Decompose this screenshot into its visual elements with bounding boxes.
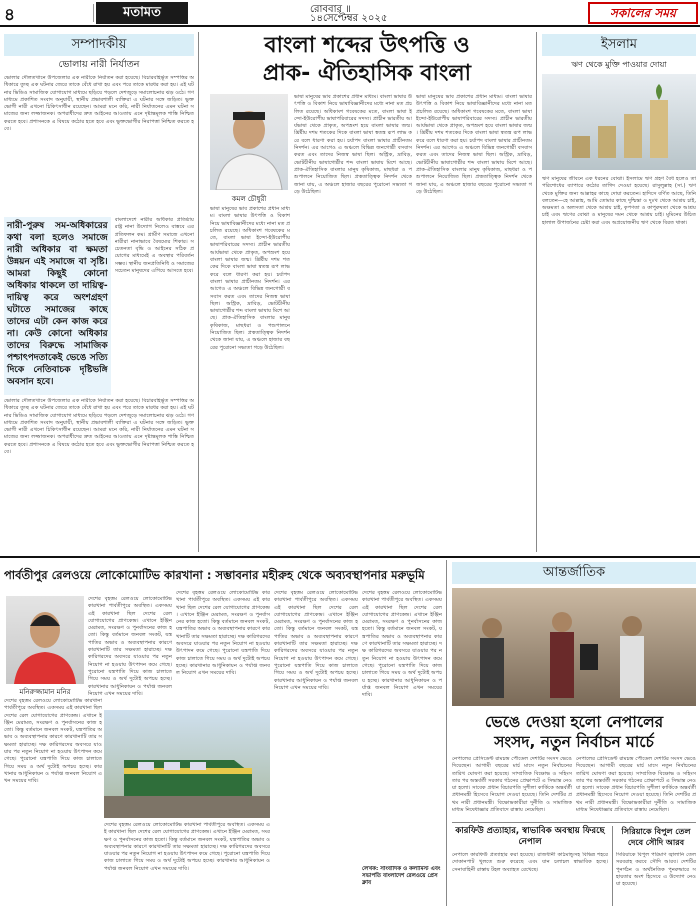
feature-col-1: ভাষা মানুষের ভাব প্রকাশের প্রধান মাধ্যম। বাংলা ভাষার উৎপত্তি ও বিকাশ নিয়ে ভাষাবিজ্ঞানীদের মধ্যে নানা মত প্রচলিত রয়েছে। অধিকাংশ গবেষকের মতে, বাংলা ভাষা ইন্দো-ইউরোপীয় ভাষাপরিবারের সদস্য। প্রাচীন ভারতীয় আর্যভাষা থেকে প্রাকৃত, অপভ্রংশ হয়ে বাংলা ভাষার জন্ম। খ্রিষ্টীয় দশম শতকের দিকে বাংলা ভাষা স্বতন্ত্র রূপ লাভ করে বলে ধারণা করা হয়। চর্যাপদ বাংলা ভাষার প্রাচীনতম নিদর্শন। এর আগেও এ অঞ্চলে বিভিন্ন জনগোষ্ঠী বসবাস করত এবং তাদের নিজস্ব ভাষা ছিল। অস্ট্রিক, দ্রাবিড়, ভোটচীনীয় ভাষাগোষ্ঠীর শব্দ বাংলা ভাষায় মিশে আছে। প্রাক-ঐতিহাসিক বাংলার মানুষ কৃষিকাজ, মাছধরা ও পশুপালনে নিয়োজিত ছিল। প্রত্নতাত্ত্বিক নিদর্শন থেকে জানা যায়, এ অঞ্চলে হাজার বছরের পুরোনো সভ্যতা গড়ে উঠেছিল। <box>294 94 412 195</box>
nepal-body-1: নেপালের প্রেসিডেন্ট রামচন্দ্র পৌডেল দেশটির সংসদ ভেঙে দিয়েছেন। আগামী বছরের মার্চ মাসে নতুন নির্বাচনের তারিখ ঘোষণা করা হয়েছে। সাম্প্রতিক বিক্ষোভ ও সহিংসতার পর অন্তর্বর্তী সরকার গঠনের প্রেক্ষাপটে এ সিদ্ধান্ত নেওয়া হলো। সাবেক প্রধান বিচারপতি সুশীলা কার্কিকে অন্তর্বর্তী প্রধানমন্ত্রী হিসেবে নিয়োগ দেওয়া হয়েছে। তিনি দেশটির প্রথম নারী প্রধানমন্ত্রী। বিক্ষোভকারীরা দুর্নীতি ও সামাজিক মাধ্যম নিষেধাজ্ঞার প্রতিবাদে রাস্তায় নেমেছিল। <box>452 756 572 814</box>
train-icon <box>104 710 270 818</box>
editorial-side-text: বাংলাদেশে নারীর অধিকার প্রতিষ্ঠায় রাষ্ট্র নানা উদ্যোগ নিলেও বাস্তবে এর প্রতিফলন কম। গ্রামীণ সমাজে এখনো নারীরা নানাভাবে বৈষম্যের শিকার। সচেতনতা বৃদ্ধি ও আইনের সঠিক প্রয়োগের মাধ্যমেই এ অবস্থার পরিবর্তন সম্ভব। স্থানীয় জনপ্রতিনিধি ও সমাজের সচেতন মানুষদের এগিয়ে আসতে হবে। <box>114 217 194 275</box>
islam-subtitle: ঋণ থেকে মুক্তি পাওয়ার দোয়া <box>571 60 667 69</box>
date: ১৪সেপ্টেম্বর ২০২৫ <box>310 13 388 24</box>
feature-col-0: ভাষা মানুষের ভাব প্রকাশের প্রধান মাধ্যম। বাংলা ভাষার উৎপত্তি ও বিকাশ নিয়ে ভাষাবিজ্ঞানীদের মধ্যে নানা মত প্রচলিত রয়েছে। অধিকাংশ গবেষকের মতে, বাংলা ভাষা ইন্দো-ইউরোপীয় ভাষাপরিবারের সদস্য। প্রাচীন ভারতীয় আর্যভাষা থেকে প্রাকৃত, অপভ্রংশ হয়ে বাংলা ভাষার জন্ম। খ্রিষ্টীয় দশম শতকের দিকে বাংলা ভাষা স্বতন্ত্র রূপ লাভ করে বলে ধারণা করা হয়। চর্যাপদ বাংলা ভাষার প্রাচীনতম নিদর্শন। এর আগেও এ অঞ্চলে বিভিন্ন জনগোষ্ঠী বসবাস করত এবং তাদের নিজস্ব ভাষা ছিল। অস্ট্রিক, দ্রাবিড়, ভোটচীনীয় ভাষাগোষ্ঠীর শব্দ বাংলা ভাষায় মিশে আছে। প্রাক-ঐতিহাসিক বাংলার মানুষ কৃষিকাজ, মাছধরা ও পশুপালনে নিয়োজিত ছিল। প্রত্নতাত্ত্বিক নিদর্শন থেকে জানা যায়, এ অঞ্চলে হাজার বছরের পুরোনো সভ্যতা গড়ে উঠেছিল। <box>210 206 290 351</box>
section-label: মতামত <box>96 2 188 24</box>
nepal-headline-line2: সংসদ, নতুন নির্বাচন মার্চে <box>494 733 654 751</box>
railway-col-intro: দেশের বৃহত্তম রেলওয়ে লোকোমোটিভ কারখানা পার্বতীপুরে অবস্থিত। একসময় এই কারখানা ছিল দেশের রেল যোগাযোগের প্রাণকেন্দ্র। এখানে ইঞ্জিন মেরামত, সংরক্ষণ ও পুনর্বাসনের কাজ হতো। কিন্তু বর্তমানে জনবল সংকট, যন্ত্রপাতির অভাব ও অব্যবস্থাপনার কারণে কারখানাটি তার সক্ষমতা হারাচ্ছে। দক্ষ কারিগরদের অবসরে যাওয়ার পর নতুন নিয়োগ না হওয়ায় উৎপাদন কমে গেছে। পুরোনো যন্ত্রপাতি দিয়ে কাজ চালাতে গিয়ে সময় ও অর্থ দুটোই অপচয় হচ্ছে। কারখানার আধুনিকায়ন ও পর্যাপ্ত জনবল নিয়োগ এখন সময়ের দাবি। <box>88 596 172 697</box>
editorial-pullquote: নারী-পুরুষ সম-অধিকারের কথা বলা হলেও সমাজে নারী অধিকার বা ক্ষমতা উন্নয়ন এই সমাজে বা সৃষ্টি। আমরা কিছুই কোনো অধিকার থাকলে তা দায়িত্ব-দায়িত্ব করে অংশগ্রহণ ঘটাতে সমাজের কাছে তাদের এটা কেন কাজ করে না। কেউ কোনো অধিকার তাদের বিরুদ্ধে সামাজিক পশ্চাৎপদতাকেই ভেঙে সত্যি দিকে নেতিবাচক দৃষ্টিভঙ্গি অবসান হবে। <box>4 217 111 395</box>
divider <box>612 826 613 906</box>
editorial-title: সম্পাদকীয় <box>4 34 194 56</box>
person-icon <box>6 596 84 684</box>
feature-headline-line1: বাংলা শব্দের উৎপত্তি ও <box>264 33 470 58</box>
islam-section <box>542 34 696 72</box>
divider <box>24 4 94 22</box>
date-box <box>310 5 387 23</box>
feature-section <box>204 32 530 88</box>
page-number: ৪ <box>4 5 16 25</box>
feature-headline-line2: প্রাক- ঐতিহাসিক বাংলা <box>262 61 472 86</box>
coins-image <box>542 74 696 170</box>
editorial-body: ভোলার দৌলতখানে উপজেলার এক নারীকে নির্যাতন করা হয়েছে। বিচারবহির্ভূত সম্পত্তির অধিকারে তুচ্ছ এক ঘটনার জেরে তাকে বেঁধে রাখা হয় এবং পরে তাকে মারধর করা হয়। এই ঘটনার ভিডিও সামাজিক যোগাযোগ মাধ্যমে ছড়িয়ে পড়লে দেশজুড়ে সমালোচনার ঝড় ওঠে। গণমাধ্যমে প্রকাশিত সংবাদ অনুযায়ী, স্থানীয় প্রভাবশালী ব্যক্তিরা এ ঘটনার সঙ্গে জড়িত। ভুক্তভোগী নারী এখনো চিকিৎসাধীন রয়েছেন। আমরা মনে করি, নারী নির্যাতনের এমন ঘটনা সমাজের জন্য লজ্জাজনক। অপরাধীদের দ্রুত আইনের আওতায় এনে দৃষ্টান্তমূলক শাস্তি নিশ্চিত করতে হবে। প্রশাসনকে এ বিষয়ে কঠোর হতে হবে এবং ভুক্তভোগীর নিরাপত্তা নিশ্চিত করতে হবে। <box>4 75 194 133</box>
saudi-body: সিরিয়াকে বিপুল পরিমাণ জ্বালানি তেল সরবরাহ করবে সৌদি আরব। দেশটির পুনর্গঠন ও অর্থনৈতিক পুনরুদ্ধারে সহায়তার অংশ হিসেবে এ উদ্যোগ নেওয়া হয়েছে। <box>616 852 696 888</box>
editorial-body-2: ভোলার দৌলতখানে উপজেলার এক নারীকে নির্যাতন করা হয়েছে। বিচারবহির্ভূত সম্পত্তির অধিকারে তুচ্ছ এক ঘটনার জেরে তাকে বেঁধে রাখা হয় এবং পরে তাকে মারধর করা হয়। এই ঘটনার ভিডিও সামাজিক যোগাযোগ মাধ্যমে ছড়িয়ে পড়লে দেশজুড়ে সমালোচনার ঝড় ওঠে। গণমাধ্যমে প্রকাশিত সংবাদ অনুযায়ী, স্থানীয় প্রভাবশালী ব্যক্তিরা এ ঘটনার সঙ্গে জড়িত। ভুক্তভোগী নারী এখনো চিকিৎসাধীন রয়েছেন। আমরা মনে করি, নারী নির্যাতনের এমন ঘটনা সমাজের জন্য লজ্জাজনক। অপরাধীদের দ্রুত আইনের আওতায় এনে দৃষ্টান্তমূলক শাস্তি নিশ্চিত করতে হবে। প্রশাসনকে এ বিষয়ে কঠোর হতে হবে এবং ভুক্তভোগীর নিরাপত্তা নিশ্চিত করতে হবে। <box>4 398 194 456</box>
islam-title: ইসলাম <box>542 34 696 56</box>
day: রোববার ॥ <box>310 4 351 15</box>
railway-col-0: দেশের বৃহত্তম রেলওয়ে লোকোমোটিভ কারখানা পার্বতীপুরে অবস্থিত। একসময় এই কারখানা ছিল দেশের রেল যোগাযোগের প্রাণকেন্দ্র। এখানে ইঞ্জিন মেরামত, সংরক্ষণ ও পুনর্বাসনের কাজ হতো। কিন্তু বর্তমানে জনবল সংকট, যন্ত্রপাতির অভাব ও অব্যবস্থাপনার কারণে কারখানাটি তার সক্ষমতা হারাচ্ছে। দক্ষ কারিগরদের অবসরে যাওয়ার পর নতুন নিয়োগ না হওয়ায় উৎপাদন কমে গেছে। পুরোনো যন্ত্রপাতি দিয়ে কাজ চালাতে গিয়ে সময় ও অর্থ দুটোই অপচয় হচ্ছে। কারখানার আধুনিকায়ন ও পর্যাপ্ত জনবল নিয়োগ এখন সময়ের দাবি। <box>4 698 102 785</box>
feature-col-2: ভাষা মানুষের ভাব প্রকাশের প্রধান মাধ্যম। বাংলা ভাষার উৎপত্তি ও বিকাশ নিয়ে ভাষাবিজ্ঞানীদের মধ্যে নানা মত প্রচলিত রয়েছে। অধিকাংশ গবেষকের মতে, বাংলা ভাষা ইন্দো-ইউরোপীয় ভাষাপরিবারের সদস্য। প্রাচীন ভারতীয় আর্যভাষা থেকে প্রাকৃত, অপভ্রংশ হয়ে বাংলা ভাষার জন্ম। খ্রিষ্টীয় দশম শতকের দিকে বাংলা ভাষা স্বতন্ত্র রূপ লাভ করে বলে ধারণা করা হয়। চর্যাপদ বাংলা ভাষার প্রাচীনতম নিদর্শন। এর আগেও এ অঞ্চলে বিভিন্ন জনগোষ্ঠী বসবাস করত এবং তাদের নিজস্ব ভাষা ছিল। অস্ট্রিক, দ্রাবিড়, ভোটচীনীয় ভাষাগোষ্ঠীর শব্দ বাংলা ভাষায় মিশে আছে। প্রাক-ঐতিহাসিক বাংলার মানুষ কৃষিকাজ, মাছধরা ও পশুপালনে নিয়োজিত ছিল। প্রত্নতাত্ত্বিক নিদর্শন থেকে জানা যায়, এ অঞ্চলে হাজার বছরের পুরোনো সভ্যতা গড়ে উঠেছিল। <box>416 94 532 195</box>
person-icon <box>210 94 288 190</box>
railway-footnote: লেখক: সাংবাদিক ও কলামিস্ট এবং সভাপতি বাংলাদেশ রেলওয়ে প্রেস ক্লাব <box>362 866 441 886</box>
islam-body: ঋণ মানুষের জীবনে এক ধরনের বোঝা। ইসলামে ঋণ গ্রহণ বৈধ হলেও তা পরিশোধের ব্যাপারে কঠোর তাগিদ দেওয়া হয়েছে। রাসুলুল্লাহ (সা.) ঋণ থেকে মুক্তির জন্য আল্লাহর কাছে দোয়া করতেন। হাদিসে বর্ণিত আছে, তিনি বলতেন—হে আল্লাহ, আমি তোমার কাছে দুশ্চিন্তা ও দুঃখ থেকে আশ্রয় চাই, অক্ষমতা ও অলসতা থেকে আশ্রয় চাই, কৃপণতা ও কাপুরুষতা থেকে আশ্রয় চাই এবং ঋণের বোঝা ও মানুষের দমন থেকে আশ্রয় চাই। মুমিনের উচিত হালাল উপার্জনের চেষ্টা করা এবং অপ্রয়োজনীয় ঋণ থেকে বিরত থাকা। <box>542 176 696 226</box>
editorial-headline: ভোলায় নারী নির্যাতন <box>58 59 140 70</box>
nepal-headline <box>452 712 696 752</box>
train-image <box>104 710 270 818</box>
railway-col-1: দেশের বৃহত্তম রেলওয়ে লোকোমোটিভ কারখানা পার্বতীপুরে অবস্থিত। একসময় এই কারখানা ছিল দেশের রেল যোগাযোগের প্রাণকেন্দ্র। এখানে ইঞ্জিন মেরামত, সংরক্ষণ ও পুনর্বাসনের কাজ হতো। কিন্তু বর্তমানে জনবল সংকট, যন্ত্রপাতির অভাব ও অব্যবস্থাপনার কারণে কারখানাটি তার সক্ষমতা হারাচ্ছে। দক্ষ কারিগরদের অবসরে যাওয়ার পর নতুন নিয়োগ না হওয়ায় উৎপাদন কমে গেছে। পুরোনো যন্ত্রপাতি দিয়ে কাজ চালাতে গিয়ে সময় ও অর্থ দুটোই অপচয় হচ্ছে। কারখানার আধুনিকায়ন ও পর্যাপ্ত জনবল নিয়োগ এখন সময়ের দাবি। <box>176 590 270 677</box>
author-photo <box>210 94 288 190</box>
author-name: কমল চৌধুরী <box>231 195 267 203</box>
coins-icon <box>542 74 696 170</box>
divider <box>198 32 199 552</box>
newspaper-logo: সকালের সময় <box>588 2 698 24</box>
editorial-section <box>4 34 194 554</box>
divider <box>536 32 537 552</box>
railway-headline: পার্বতীপুর রেলওয়ে লোকোমোটিভ কারখানা : সম্ভাবনার মহীরুহ থেকে অব্যবস্থাপনার মরুভূমি <box>4 568 425 582</box>
nepal-photo <box>452 588 696 706</box>
international-title: আন্তর্জাতিক <box>452 562 696 584</box>
nepal-headline-line1: ভেঙে দেওয়া হলো নেপালের <box>484 713 664 731</box>
railway-author-name: মনিরুজ্জামান মনির <box>19 688 71 696</box>
crowd-icon <box>452 588 696 706</box>
railway-col-4: দেশের বৃহত্তম রেলওয়ে লোকোমোটিভ কারখানা পার্বতীপুরে অবস্থিত। একসময় এই কারখানা ছিল দেশের রেল যোগাযোগের প্রাণকেন্দ্র। এখানে ইঞ্জিন মেরামত, সংরক্ষণ ও পুনর্বাসনের কাজ হতো। কিন্তু বর্তমানে জনবল সংকট, যন্ত্রপাতির অভাব ও অব্যবস্থাপনার কারণে কারখানাটি তার সক্ষমতা হারাচ্ছে। দক্ষ কারিগরদের অবসরে যাওয়ার পর নতুন নিয়োগ না হওয়ায় উৎপাদন কমে গেছে। পুরোনো যন্ত্রপাতি দিয়ে কাজ চালাতে গিয়ে সময় ও অর্থ দুটোই অপচয় হচ্ছে। কারখানার আধুনিকায়ন ও পর্যাপ্ত জনবল নিয়োগ এখন সময়ের দাবি। <box>362 590 442 699</box>
divider <box>452 822 696 823</box>
railway-col-2: দেশের বৃহত্তম রেলওয়ে লোকোমোটিভ কারখানা পার্বতীপুরে অবস্থিত। একসময় এই কারখানা ছিল দেশের রেল যোগাযোগের প্রাণকেন্দ্র। এখানে ইঞ্জিন মেরামত, সংরক্ষণ ও পুনর্বাসনের কাজ হতো। কিন্তু বর্তমানে জনবল সংকট, যন্ত্রপাতির অভাব ও অব্যবস্থাপনার কারণে কারখানাটি তার সক্ষমতা হারাচ্ছে। দক্ষ কারিগরদের অবসরে যাওয়ার পর নতুন নিয়োগ না হওয়ায় উৎপাদন কমে গেছে। পুরোনো যন্ত্রপাতি দিয়ে কাজ চালাতে গিয়ে সময় ও অর্থ দুটোই অপচয় হচ্ছে। কারখানার আধুনিকায়ন ও পর্যাপ্ত জনবল নিয়োগ এখন সময়ের দাবি। <box>104 822 270 872</box>
saudi-headline: সিরিয়াকে বিপুল তেল দেবে সৌদি আরব <box>621 827 691 847</box>
curfew-headline: কারফিউ প্রত্যাহার, স্বাভাবিক অবস্থায় ফিরছে নেপাল <box>455 826 605 847</box>
railway-author-photo <box>6 596 84 684</box>
nepal-body-2: নেপালের প্রেসিডেন্ট রামচন্দ্র পৌডেল দেশটির সংসদ ভেঙে দিয়েছেন। আগামী বছরের মার্চ মাসে নতুন নির্বাচনের তারিখ ঘোষণা করা হয়েছে। সাম্প্রতিক বিক্ষোভ ও সহিংসতার পর অন্তর্বর্তী সরকার গঠনের প্রেক্ষাপটে এ সিদ্ধান্ত নেওয়া হলো। সাবেক প্রধান বিচারপতি সুশীলা কার্কিকে অন্তর্বর্তী প্রধানমন্ত্রী হিসেবে নিয়োগ দেওয়া হয়েছে। তিনি দেশটির প্রথম নারী প্রধানমন্ত্রী। বিক্ষোভকারীরা দুর্নীতি ও সামাজিক মাধ্যম নিষেধাজ্ঞার প্রতিবাদে রাস্তায় নেমেছিল। <box>576 756 696 814</box>
divider <box>446 560 447 906</box>
divider <box>0 556 700 558</box>
railway-col-3: দেশের বৃহত্তম রেলওয়ে লোকোমোটিভ কারখানা পার্বতীপুরে অবস্থিত। একসময় এই কারখানা ছিল দেশের রেল যোগাযোগের প্রাণকেন্দ্র। এখানে ইঞ্জিন মেরামত, সংরক্ষণ ও পুনর্বাসনের কাজ হতো। কিন্তু বর্তমানে জনবল সংকট, যন্ত্রপাতির অভাব ও অব্যবস্থাপনার কারণে কারখানাটি তার সক্ষমতা হারাচ্ছে। দক্ষ কারিগরদের অবসরে যাওয়ার পর নতুন নিয়োগ না হওয়ায় উৎপাদন কমে গেছে। পুরোনো যন্ত্রপাতি দিয়ে কাজ চালাতে গিয়ে সময় ও অর্থ দুটোই অপচয় হচ্ছে। কারখানার আধুনিকায়ন ও পর্যাপ্ত জনবল নিয়োগ এখন সময়ের দাবি। <box>274 590 358 691</box>
curfew-body: নেপালে কারফিউ প্রত্যাহার করা হয়েছে। রাজধানী কাঠমান্ডুসহ বিভিন্ন শহরে দোকানপাট খুলতে শুরু করেছে এবং যান চলাচল স্বাভাবিক হচ্ছে। সেনাবাহিনী রাস্তায় টহল অব্যাহত রেখেছে। <box>452 852 608 873</box>
